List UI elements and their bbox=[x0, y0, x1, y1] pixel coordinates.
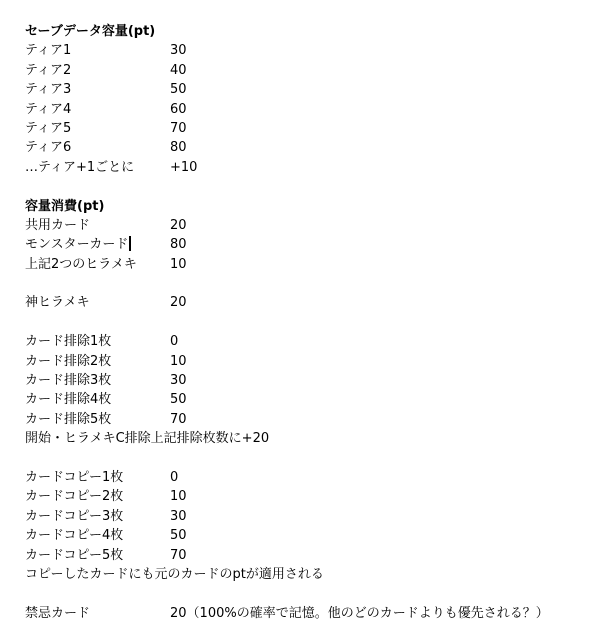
row-value: 80 bbox=[170, 140, 187, 156]
row-value: 80 bbox=[170, 237, 187, 253]
row-value: 50 bbox=[170, 392, 187, 408]
row-label: ティア3 bbox=[25, 82, 72, 98]
table-row bbox=[25, 61, 609, 80]
blank-line bbox=[25, 584, 609, 603]
row-value: 60 bbox=[170, 101, 187, 117]
table-row bbox=[25, 604, 609, 623]
row-value: 70 bbox=[170, 411, 187, 427]
copy-note: コピーしたカードにも元のカードのptが適用される bbox=[25, 566, 324, 582]
table-row bbox=[25, 526, 609, 545]
removal-note: 開始・ヒラメキC排除上記排除枚数に+20 bbox=[25, 431, 270, 447]
row-label: カード排除1枚 bbox=[25, 334, 112, 350]
row-value: 20 bbox=[170, 217, 187, 233]
row-value: 30 bbox=[170, 43, 187, 59]
row-value: +10 bbox=[170, 159, 198, 175]
row-label: ティア6 bbox=[25, 140, 72, 156]
table-row bbox=[25, 216, 609, 235]
row-value: 40 bbox=[170, 62, 187, 78]
row-label: ティア5 bbox=[25, 120, 72, 136]
row-value: 10 bbox=[170, 256, 187, 272]
row-label: カード排除3枚 bbox=[25, 373, 112, 389]
row-value: 0 bbox=[170, 469, 179, 485]
table-row bbox=[25, 80, 609, 99]
row-value: 30 bbox=[170, 508, 187, 524]
row-value: 50 bbox=[170, 82, 187, 98]
table-row bbox=[25, 41, 609, 60]
table-row bbox=[25, 390, 609, 409]
table-row bbox=[25, 507, 609, 526]
row-value: 0 bbox=[170, 334, 179, 350]
row-label: カードコピー4枚 bbox=[25, 528, 124, 544]
table-row bbox=[25, 138, 609, 157]
table-row bbox=[25, 410, 609, 429]
row-label: 神ヒラメキ bbox=[25, 295, 90, 311]
text-cursor bbox=[129, 236, 131, 251]
row-value: 30 bbox=[170, 373, 187, 389]
row-label: モンスターカード bbox=[25, 237, 129, 253]
table-row bbox=[25, 546, 609, 565]
row-label: ティア4 bbox=[25, 101, 72, 117]
blank-line bbox=[25, 177, 609, 196]
table-row bbox=[25, 332, 609, 351]
table-row bbox=[25, 235, 609, 254]
row-label: カードコピー3枚 bbox=[25, 508, 124, 524]
table-row bbox=[25, 100, 609, 119]
row-label: カード排除2枚 bbox=[25, 353, 112, 369]
row-value: 10 bbox=[170, 489, 187, 505]
row-label: 共用カード bbox=[25, 217, 91, 233]
table-row bbox=[25, 468, 609, 487]
capacity-cost-heading: 容量消費(pt) bbox=[25, 198, 105, 214]
row-value: 70 bbox=[170, 120, 187, 136]
row-value: 20 bbox=[170, 295, 187, 311]
row-label: カードコピー2枚 bbox=[25, 489, 124, 505]
row-label: ティア2 bbox=[25, 62, 72, 78]
row-label: ティア1 bbox=[25, 43, 72, 59]
table-row bbox=[25, 352, 609, 371]
row-label: 上記2つのヒラメキ bbox=[25, 256, 137, 272]
row-label: カード排除5枚 bbox=[25, 411, 112, 427]
row-label: …ティア+1ごとに bbox=[25, 159, 135, 175]
row-label: 禁忌カード bbox=[25, 605, 91, 621]
table-row bbox=[25, 119, 609, 138]
row-label: カード排除4枚 bbox=[25, 392, 112, 408]
row-label: カードコピー1枚 bbox=[25, 469, 124, 485]
blank-line bbox=[25, 274, 609, 293]
table-row bbox=[25, 371, 609, 390]
row-value: 70 bbox=[170, 547, 187, 563]
table-row bbox=[25, 293, 609, 312]
row-value: 10 bbox=[170, 353, 187, 369]
save-capacity-heading: セーブデータ容量(pt) bbox=[25, 24, 156, 39]
table-row bbox=[25, 255, 609, 274]
blank-line bbox=[25, 313, 609, 332]
row-value: 50 bbox=[170, 528, 187, 544]
blank-line bbox=[25, 449, 609, 468]
row-value: 20（100%の確率で記憶。他のどのカードよりも優先される？） bbox=[170, 605, 549, 621]
table-row bbox=[25, 158, 609, 177]
row-label: カードコピー5枚 bbox=[25, 547, 124, 563]
table-row bbox=[25, 487, 609, 506]
